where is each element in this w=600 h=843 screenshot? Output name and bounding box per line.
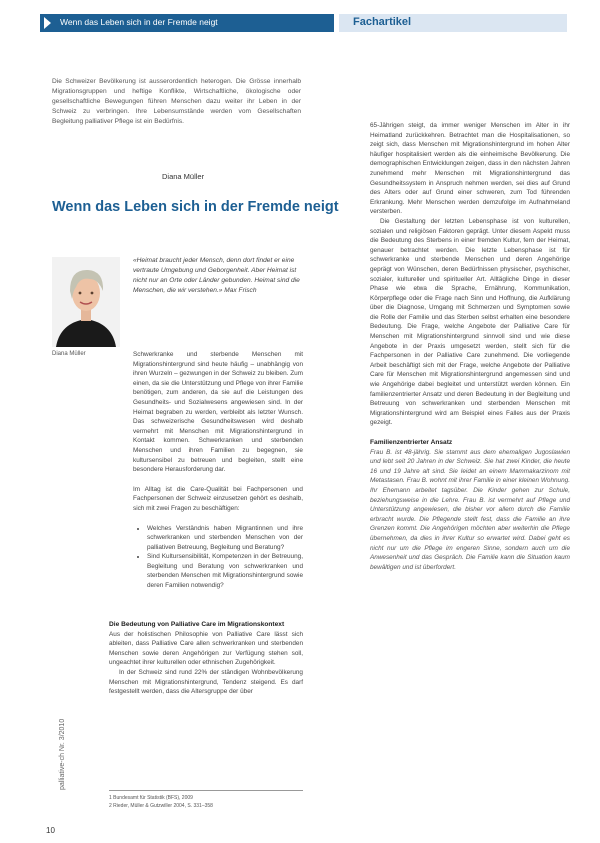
paragraph: Die Gestaltung der letzten Lebensphase ist von kulturellen, sozialen und religiösen Faktoren geprägt. Unter diesem Aspekt muss die Bedeutung des Sterbens in einer fremden Kultur, fern der Heimat, genauer betrachtet werden. Die letzte Lebensphase ist für schwerkranke und sterbende Menschen und deren Angehörige geprägt von Wünschen, deren Bedürfnissen physischer, psychischer, sozialer, kultureller und spiritueller Art. Alltägliche Dinge in dieser Phase wie etwa die Sprache, Ernährung, Kommunikation, Körperpflege oder die Frage nach Sinn und Hoffnung, die Aufklärung über die Diagnose, Umgang mit Schmerzen und Symptomen sowie die Rolle der Familie und das Sterben selbst erhalten eine besondere Bedeutung. Die Frage, welche Angebote der Palliative Care für Menschen mit Migrationshintergrund sinnvoll sind und wie diese Angebote in der Praxis umgesetzt werden, stellt sich für die Fachpersonen in der Palliative Care zunehmend. Die vorliegende Arbeit beschäftigt sich mit der Frage, welche Angebote der Palliative Care für Menschen mit Migrationshintergrund angemessen sind und wie Angehörige dabei begleitet und unterstützt werden können. Ein familienzentrierter Ansatz und deren Bedeutung in der Begleitung und Betreuung von schwerkranken und sterbenden Menschen mit Migrationshintergrund wird am Beispiel eines Falles aus der Praxis gezeigt.	[370, 217, 570, 427]
list-item: • Sind Kultursensibilität, Kompetenzen in der Betreuung, Begleitung und Beratung von schwerkranken und sterbenden Menschen mit Migrationshintergrund sowie deren Familien notwendig?	[147, 552, 303, 590]
author-name: Diana Müller	[162, 172, 205, 181]
column-1-lower	[109, 620, 303, 697]
arrow-icon	[44, 17, 51, 29]
column-2	[370, 121, 570, 572]
paragraph: Im Alltag ist die Care-Qualität bei Fachpersonen und Fachpersonen der Schweiz einzusetzen gehört es deshalb, sich mit zwei Fragen zu beschäftigen:	[133, 485, 303, 512]
paragraph: 65-Jährigen steigt, da immer weniger Menschen im Alter in ihr Heimatland zurückkehren. Betrachtet man die Hospitalisationen, so zeigt sich, dass Menschen mit Migrationshintergrund im hohen Alter häufiger hospitalisiert werden als die einheimische Bevölkerung. Die demographischen Entwicklungen zeigen, dass in den nächsten Jahren zunehmend mehr Menschen mit Migrationshintergrund das Gesundheitssystem in Anspruch nehmen werden, sei dies auf Grund des Alters oder auf Grund einer schweren, zum Tod führenden Erkrankung. Mehr Menschen werden demzufolge im Aufnahmeland versterben.	[370, 122, 570, 216]
motto-quote: «Heimat braucht jeder Mensch, denn dort findet er eine vertraute Umgebung und Geborgenheit. Aber Heimat ist nicht nur an Orte oder Länder gebunden. Heimat sind die Menschen, die wir verstehen.» Max Frisch	[133, 257, 300, 294]
footnotes	[109, 790, 303, 810]
question-list	[133, 524, 303, 591]
case-study-text: Frau B. ist 48-jährig. Sie stammt aus dem ehemaligen Jugoslawien und lebt seit 20 Jahren in der Schweiz. Sie hat zwei Kinder, die heute 16 und 19 Jahre alt sind. Sie leidet an einem Mammakarzinom mit Metastasen. Frau B. wohnt mit ihrer Familie in einer kleinen Wohnung. Ihr Ehemann arbeitet tagsüber. Die Kinder gehen zur Schule, beziehungsweise in die Lehre. Frau B. ist vermehrt auf Pflege und Unterstützung angewiesen, die bisher vor allem durch die Familie erbracht wurde. Die Pflegende stellt fest, dass die Familie an ihre Grenzen kommt. Die Angehörigen möchten aber weiterhin die Pflege übernehmen, da dies in ihrer Kultur so erwartet wird. Dabei geht es nicht nur um die Pflege im engeren Sinne, sondern auch um die Anwesenheit und das Gespräch. Die Familie kann die Situation kaum bewältigen und ist überfordert.	[370, 448, 570, 571]
header-bar	[40, 14, 334, 32]
running-title: Wenn das Leben sich in der Fremde neigt	[60, 17, 218, 27]
section-tag-label: Fachartikel	[353, 16, 412, 28]
subheading: Familienzentrierter Ansatz	[370, 439, 453, 446]
footnote: 2 Rieder, Müller & Gutzwiller 2004, S. 331–358	[109, 803, 213, 809]
paragraph: Schwerkranke und sterbende Menschen mit Migrationshintergrund sind heute häufig – unabhängig von ihren Wurzeln – gezwungen in der Schweiz zu bleiben. Zum einen, da sie die Unterstützung und Pflege von ihrer Familie benötigen, zum anderen, da sie auf die Leistungen des Gesundheits- und Sozialwesens angewiesen sind. In der Heimat begraben zu werden, verbleibt als letzter Wunsch. Das schweizerische Gesundheitswesen wird deshalb vermehrt mit Menschen mit Migrationshintergrund in Kontakt kommen. Schwerkranken und sterbenden Menschen und ihren Familien zu begegnen, sie kultursensibel zu betreuen und begleiten, stellt eine besondere Herausforderung dar.	[133, 351, 303, 474]
column-1	[133, 350, 303, 601]
intro-text: Die Schweizer Bevölkerung ist ausserordentlich heterogen. Die Grösse innerhalb Migrationsgruppen und heftige Konflikte, Wirtschaftliche, ökologische oder gesellschaftliche Bewegungen führen Menschen dazu weiter ihr Leben in der Schweiz zu verbringen. Ihre Lebensumstände werden vom Gesellschaften Begleitung palliativer Pflege ist ein Bedürfnis.	[52, 78, 301, 125]
section-tag	[339, 14, 567, 32]
article-headline: Wenn das Leben sich in der Fremde neigt	[52, 199, 339, 215]
journal-side-label: palliative-ch Nr. 3/2010	[59, 718, 66, 790]
list-item: • Welches Verständnis haben Migrantinnen und ihre schwerkranken und sterbenden Menschen von der palliativen Betreuung, Begleitung und Beratung?	[147, 524, 303, 553]
page-number: 10	[46, 826, 55, 835]
paragraph: In der Schweiz sind rund 22% der ständigen Wohnbevölkerung Menschen mit Migrationshintergrund, Tendenz steigend. Es darf festgestellt werden, dass die Altersgruppe der über	[109, 668, 303, 696]
footnote: 1 Bundesamt für Statistik (BFS), 2009	[109, 795, 193, 801]
paragraph: Aus der holistischen Philosophie von Palliative Care lässt sich ableiten, dass Palliative Care allen schwerkranken und sterbenden Menschen sowie deren Angehörigen zur Verfügung stehen soll, ungeachtet ihrer kulturellen oder ethnischen Zugehörigkeit.	[109, 630, 303, 667]
author-photo	[52, 257, 120, 347]
photo-caption: Diana Müller	[52, 351, 86, 357]
subheading: Die Bedeutung von Palliative Care im Migrationskontext	[109, 621, 285, 628]
